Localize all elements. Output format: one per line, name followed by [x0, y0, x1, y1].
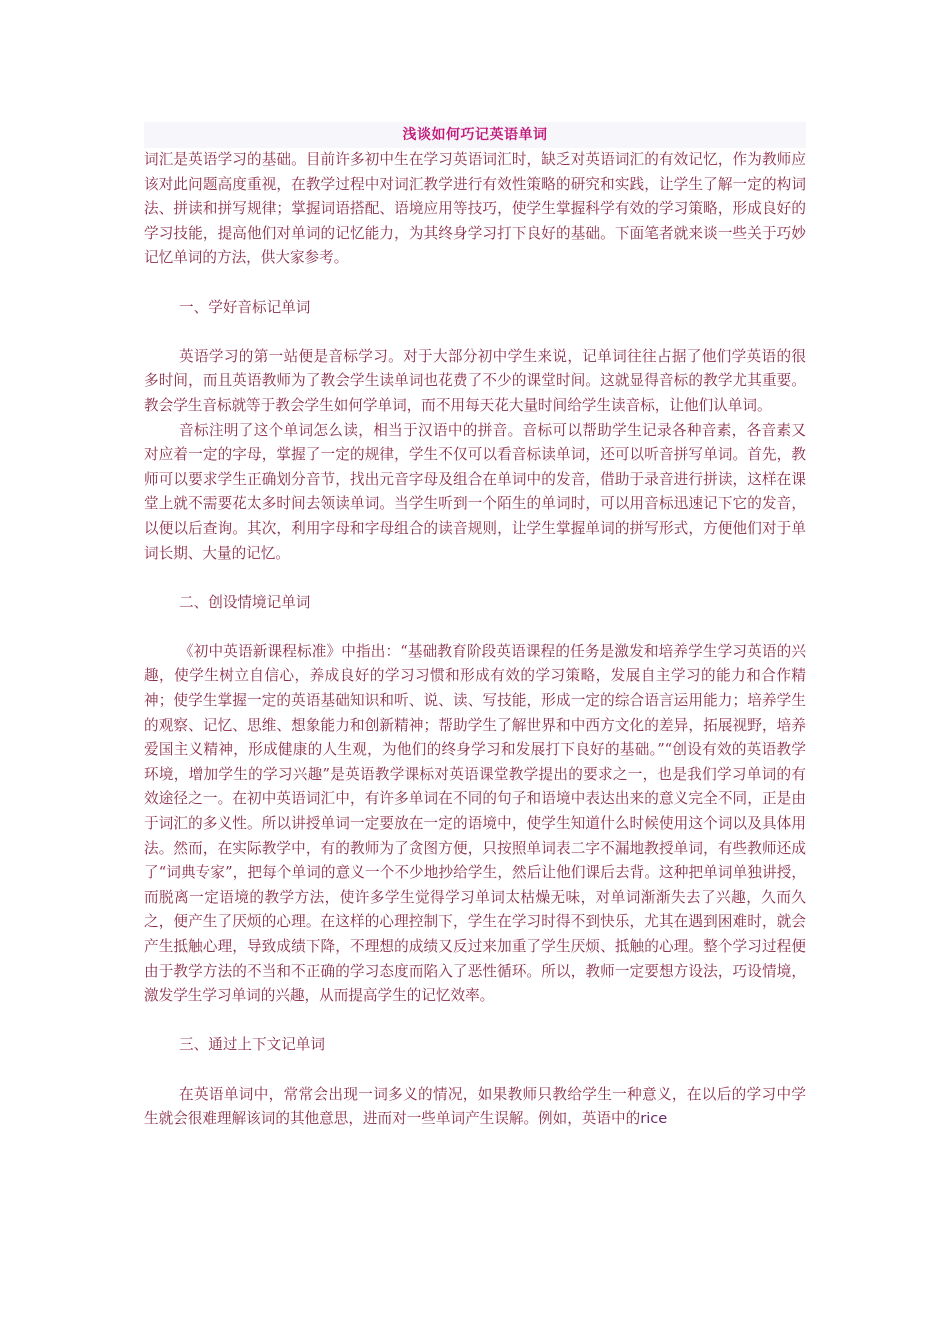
- section-2-paragraph-1: 《初中英语新课程标准》中指出：“基础教育阶段英语课程的任务是激发和培养学生学习英语的兴趣，使学生树立自信心，养成良好的学习习惯和形成有效的学习策略，发展自主学习的能力和合作精神；使学生掌握一定的英语基础知识和听、说、读、写技能，形成一定的综合语言运用能力；培养学生的观察、记忆、思维、想象能力和创新精神；帮助学生了解世界和中西方文化的差异，拓展视野，培养爱国主义精神，形成健康的人生观，为他们的终身学习和发展打下良好的基础。”“创设有效的英语教学环境，增加学生的学习兴趣”是英语教学课标对英语课堂教学提出的要求之一，也是我们学习单词的有效途径之一。在初中英语词汇中，有许多单词在不同的句子和语境中表达出来的意义完全不同，正是由于词汇的多义性。所以讲授单词一定要放在一定的语境中，使学生知道什么时候使用这个词以及具体用法。然而，在实际教学中，有的教师为了贪图方便，只按照单词表二字不漏地教授单词，有些教师还成了“词典专家”，把每个单词的意义一个不少地抄给学生，然后让他们课后去背。这种把单词单独讲授，而脱离一定语境的教学方法，使许多学生觉得学习单词太枯燥无味，对单词渐渐失去了兴趣，久而久之，便产生了厌烦的心理。在这样的心理控制下，学生在学习时得不到快乐，尤其在遇到困难时，就会产生抵触心理，导致成绩下降，不理想的成绩又反过来加重了学生厌烦、抵触的心理。整个学习过程便由于教学方法的不当和不正确的学习态度而陷入了恶性循环。所以，教师一定要想方设法，巧设情境，激发学生学习单词的兴趣，从而提高学生的记忆效率。: [144, 642, 806, 1005]
- document-page: [144, 122, 806, 1132]
- intro-paragraph: 词汇是英语学习的基础。目前许多初中生在学习英语词汇时，缺乏对英语词汇的有效记忆，作为教师应该对此问题高度重视，在教学过程中对词汇教学进行有效性策略的研究和实践，让学生了解一定的构词法、拼读和拼写规律；掌握词语搭配、语境应用等技巧，使学生掌握科学有效的学习策略，形成良好的学习技能，提高他们对单词的记忆能力，为其终身学习打下良好的基础。下面笔者就来谈一些关于巧妙记忆单词的方法，供大家参考。: [144, 151, 806, 267]
- spacer: [144, 271, 806, 296]
- section-1-paragraph-2: 音标注明了这个单词怎么读，相当于汉语中的拼音。音标可以帮助学生记录各种音素，各音素又对应着一定的字母，掌握了一定的规律，学生不仅可以看音标读单词，还可以听音拼写单词。首先，教师可以要求学生正确划分音节，找出元音字母及组合在单词中的发音，借助于录音进行拼读，这样在课堂上就不需要花太多时间去领读单词。当学生听到一个陌生的单词时，可以用音标迅速记下它的发音，以便以后查询。其次，利用字母和字母组合的读音规则，让学生掌握单词的拼写形式，方便他们对于单词长期、大量的记忆。: [144, 421, 806, 562]
- spacer: [144, 1009, 806, 1034]
- spacer: [144, 566, 806, 591]
- spacer: [144, 320, 806, 345]
- section-heading-1: 一、学好音标记单词: [179, 298, 311, 316]
- section-heading-2: 二、创设情境记单词: [179, 593, 311, 611]
- section-3-paragraph-text: 在英语单词中，常常会出现一词多义的情况，如果教师只教给学生一种意义，在以后的学习中学生就会很难理解该词的其他意思，进而对一些单词产生误解。例如，英语中的: [144, 1085, 806, 1128]
- spacer: [144, 1058, 806, 1083]
- rice-word: rice: [640, 1110, 668, 1128]
- section-heading-3: 三、通过上下文记单词: [179, 1036, 325, 1054]
- section-3-paragraph-1: [144, 1083, 806, 1132]
- spacer: [144, 615, 806, 640]
- section-1-paragraph-1: 英语学习的第一站便是音标学习。对于大部分初中学生来说，记单词往往占据了他们学英语的很多时间，而且英语教师为了教会学生读单词也花费了不少的课堂时间。这就显得音标的教学尤其重要。教会学生音标就等于教会学生如何学单词，而不用每天花大量时间给学生读音标，让他们认单词。: [144, 347, 806, 414]
- document-title: 浅谈如何巧记英语单词: [144, 122, 806, 148]
